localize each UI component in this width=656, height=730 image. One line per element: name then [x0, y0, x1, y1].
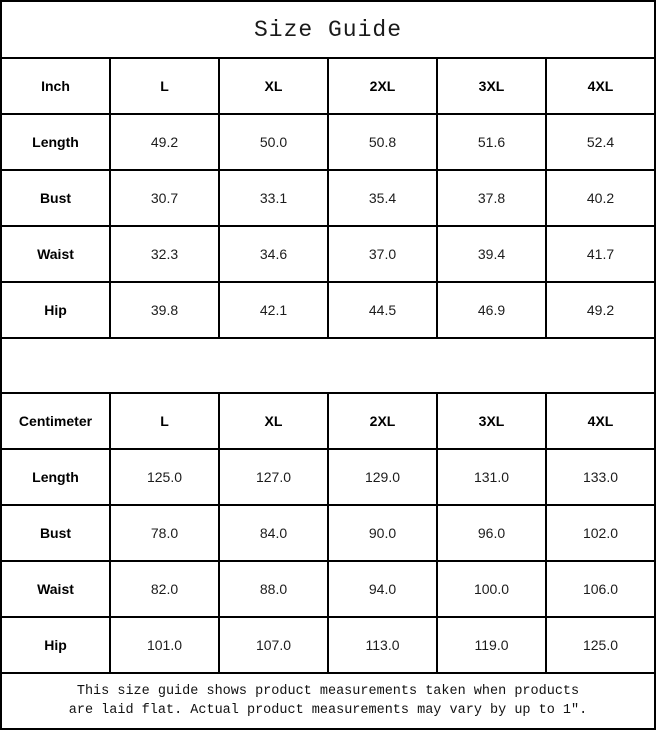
measurement-value: 46.9 [436, 283, 545, 337]
measurement-value: 50.8 [327, 115, 436, 169]
measurement-value: 32.3 [109, 227, 218, 281]
measurement-value: 49.2 [545, 283, 654, 337]
measurement-value: 33.1 [218, 171, 327, 225]
measurement-value: 41.7 [545, 227, 654, 281]
measurement-value: 82.0 [109, 562, 218, 616]
footer-row [2, 674, 654, 728]
table-row [2, 506, 654, 562]
size-header-4xl: 4XL [545, 394, 654, 448]
measurement-value: 44.5 [327, 283, 436, 337]
measurement-value: 119.0 [436, 618, 545, 672]
measurement-value: 129.0 [327, 450, 436, 504]
measurement-value: 90.0 [327, 506, 436, 560]
footer-note [69, 682, 587, 720]
table-row [2, 450, 654, 506]
measurement-value: 49.2 [109, 115, 218, 169]
size-header-l: L [109, 59, 218, 113]
table-spacer [2, 339, 654, 394]
size-header-3xl: 3XL [436, 59, 545, 113]
measurement-value: 127.0 [218, 450, 327, 504]
measurement-value: 100.0 [436, 562, 545, 616]
table-row [2, 227, 654, 283]
table-row [2, 171, 654, 227]
centimeter-unit-header: Centimeter [18, 413, 93, 429]
row-label-hip: Hip [44, 302, 67, 318]
measurement-value: 37.8 [436, 171, 545, 225]
measurement-value: 84.0 [218, 506, 327, 560]
size-header-3xl: 3XL [436, 394, 545, 448]
title-row [2, 2, 654, 59]
measurement-value: 106.0 [545, 562, 654, 616]
measurement-value: 30.7 [109, 171, 218, 225]
measurement-value: 107.0 [218, 618, 327, 672]
row-label-bust: Bust [39, 525, 72, 541]
table-row [2, 562, 654, 618]
row-label-waist: Waist [37, 246, 74, 262]
measurement-value: 133.0 [545, 450, 654, 504]
measurement-value: 39.8 [109, 283, 218, 337]
table-row [2, 283, 654, 339]
footer-note-line2: are laid flat. Actual product measurements may vary by up to 1″. [68, 703, 588, 718]
row-label-hip: Hip [44, 637, 67, 653]
measurement-value: 39.4 [436, 227, 545, 281]
measurement-value: 88.0 [218, 562, 327, 616]
table-row [2, 115, 654, 171]
measurement-value: 94.0 [327, 562, 436, 616]
size-header-xl: XL [218, 394, 327, 448]
measurement-value: 52.4 [545, 115, 654, 169]
footer-note-line1: This size guide shows product measurements taken when products [76, 684, 580, 699]
measurement-value: 37.0 [327, 227, 436, 281]
measurement-value: 96.0 [436, 506, 545, 560]
row-label-length: Length [32, 469, 79, 485]
measurement-value: 35.4 [327, 171, 436, 225]
inch-header-row [2, 59, 654, 115]
measurement-value: 51.6 [436, 115, 545, 169]
measurement-value: 125.0 [109, 450, 218, 504]
size-header-2xl: 2XL [327, 59, 436, 113]
size-header-2xl: 2XL [327, 394, 436, 448]
measurement-value: 102.0 [545, 506, 654, 560]
measurement-value: 131.0 [436, 450, 545, 504]
row-label-waist: Waist [37, 581, 74, 597]
size-header-4xl: 4XL [545, 59, 654, 113]
measurement-value: 50.0 [218, 115, 327, 169]
page-title: Size Guide [253, 16, 403, 43]
row-label-length: Length [32, 134, 79, 150]
measurement-value: 34.6 [218, 227, 327, 281]
measurement-value: 78.0 [109, 506, 218, 560]
centimeter-header-row [2, 394, 654, 450]
measurement-value: 40.2 [545, 171, 654, 225]
measurement-value: 113.0 [327, 618, 436, 672]
row-label-bust: Bust [39, 190, 72, 206]
size-header-xl: XL [218, 59, 327, 113]
measurement-value: 101.0 [109, 618, 218, 672]
size-header-l: L [109, 394, 218, 448]
measurement-value: 125.0 [545, 618, 654, 672]
measurement-value: 42.1 [218, 283, 327, 337]
table-row [2, 618, 654, 674]
inch-unit-header: Inch [41, 78, 70, 94]
